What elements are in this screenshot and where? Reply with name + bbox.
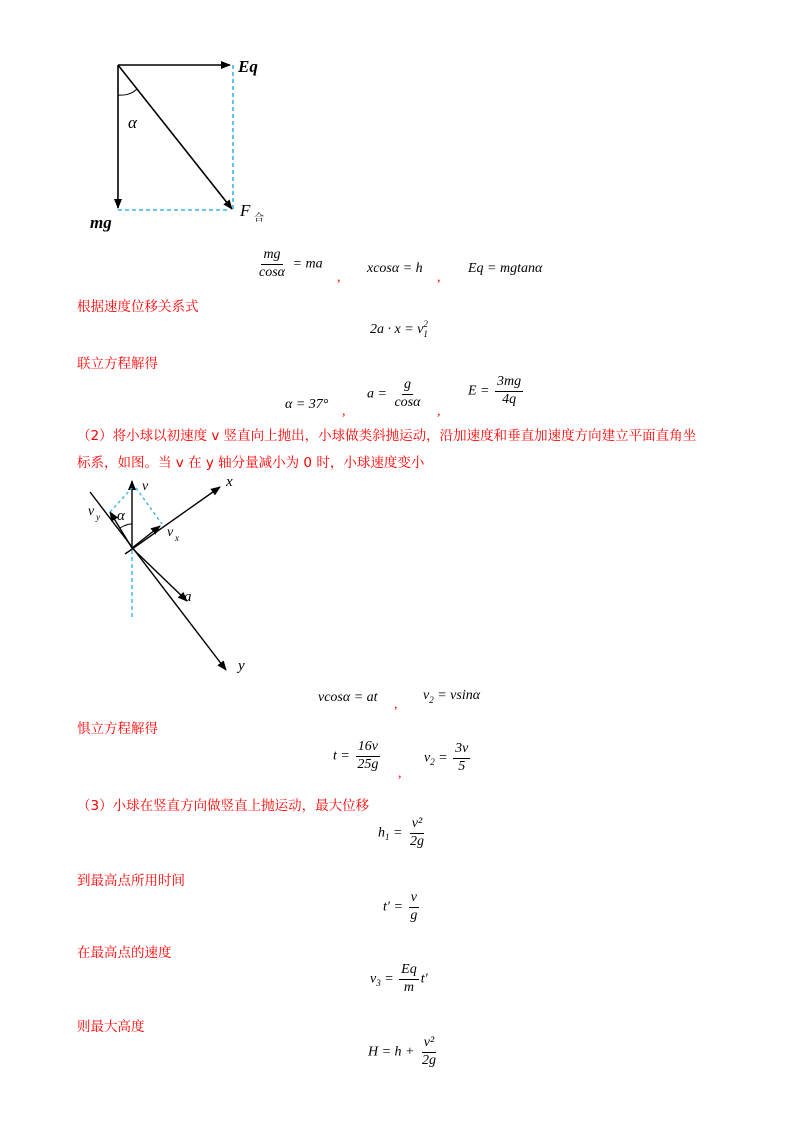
- label-vy-sub: y: [96, 512, 100, 522]
- equation-v2-3v-5: $v_2$ = $\frac{3v}{5}$: [424, 741, 469, 774]
- text-solve-2: 惧立方程解得: [77, 721, 158, 737]
- separator-comma: ,: [342, 404, 346, 419]
- equation-vcos-at: vcosα = at: [318, 690, 378, 705]
- force-diagram: [80, 50, 300, 240]
- equation-t-16v-25g: t = $\frac{16v}{25g}$: [333, 739, 379, 772]
- equation-alpha-37: α = 37°: [285, 397, 329, 412]
- label-x: x: [226, 474, 233, 490]
- equation-h1: $h_1$ = $\frac{\text{v²}}{2g}$: [378, 816, 424, 849]
- label-vx-sub: x: [175, 533, 179, 543]
- separator-comma: ,: [437, 404, 441, 419]
- equation-row-2: 2a · x = v 2 1: [370, 319, 428, 339]
- equation-xcos: xcosα = h: [367, 261, 423, 276]
- text-time-to-top: 到最高点所用时间: [77, 873, 185, 889]
- label-f-sub: 合: [254, 213, 264, 224]
- dashed-line-v-vx: [136, 488, 162, 524]
- paragraph-part-2-line-1: （2）将小球以初速度 v 竖直向上抛出，小球做类斜抛运动，沿加速度和垂直加速度方向建立平面直角坐: [77, 428, 697, 444]
- label-v: v: [142, 479, 149, 494]
- label-mg: mg: [90, 213, 112, 232]
- fraction-mg-cos: $\frac{mg}{\cos\alpha}$: [259, 247, 286, 280]
- separator-comma: ,: [398, 766, 402, 781]
- equation-h-max: H = h + $\frac{\text{v²}}{2g}$: [368, 1035, 437, 1068]
- label-alpha: α: [117, 508, 125, 524]
- angle-arc: [120, 524, 132, 528]
- text-solve-1: 联立方程解得: [77, 356, 158, 372]
- label-y: y: [238, 658, 245, 674]
- separator-comma: ,: [437, 270, 441, 285]
- vx-arrow: [132, 526, 160, 548]
- label-a: a: [184, 589, 192, 605]
- a-arrow: [132, 548, 187, 601]
- text-max-height: 则最大高度: [77, 1019, 145, 1035]
- equation-v2-vsin: $v_2 = vsin\alpha$: [423, 688, 481, 705]
- velocity-diagram: [80, 470, 280, 680]
- label-alpha: α: [128, 113, 137, 132]
- paragraph-part-2-line-2: 标系，如图。当 v 在 y 轴分量减小为 0 时，小球速度变小: [77, 455, 425, 471]
- label-vy: v: [88, 504, 95, 519]
- label-vx: v: [167, 525, 174, 540]
- equation-t-prime: t′ = $\frac{v}{g}$: [383, 890, 418, 923]
- angle-arc: [118, 89, 137, 95]
- equation-row-1: $\frac{mg}{\cos\alpha}$ = ma: [259, 247, 323, 280]
- equation-v3: $v_3$ = $\frac{Eq}{m}$ t′: [370, 962, 428, 995]
- equation-eq-tan: Eq = mgtanα: [468, 261, 543, 276]
- separator-comma: ,: [337, 270, 341, 285]
- paragraph-part-3: （3）小球在竖直方向做竖直上抛运动，最大位移: [77, 798, 370, 814]
- equation-a-g-cos: a = $\frac{g}{\cos\alpha}$: [367, 377, 421, 410]
- equation-e-3mg-4q: E = $\frac{3mg}{4q}$: [468, 374, 522, 407]
- label-f: F: [240, 201, 251, 220]
- label-eq: Eq: [238, 57, 258, 76]
- text-velocity-displacement: 根据速度位移关系式: [77, 299, 199, 315]
- separator-comma: ,: [394, 697, 398, 712]
- text-velocity-at-top: 在最高点的速度: [77, 945, 172, 961]
- resultant-force-arrow: [118, 65, 232, 209]
- x-axis: [125, 487, 220, 554]
